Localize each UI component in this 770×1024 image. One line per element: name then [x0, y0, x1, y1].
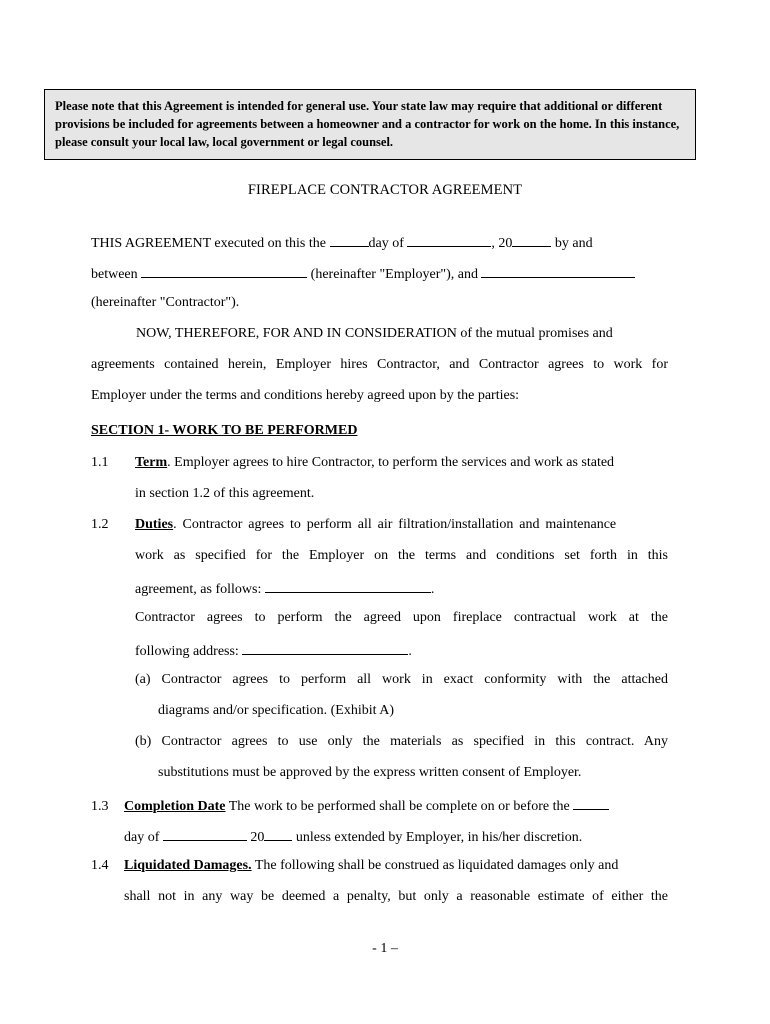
intro-line-2 — [91, 263, 635, 284]
clause-text: following address: — [135, 644, 243, 659]
page-number: - 1 – — [372, 941, 398, 956]
clause-1-2-line-3: agreement, as follows: . — [135, 578, 434, 599]
clause-1-3-line-1 — [91, 795, 609, 816]
clause-term: Duties — [135, 517, 174, 532]
work-address-blank[interactable] — [242, 640, 408, 655]
clause-text: . Contractor agrees to perform all air filtration/installation and maintenance — [173, 517, 617, 532]
notice-text: Please note that this Agreement is intended for general use. Your state law may require that additional or different provisions be included for agreements between a homeowner and a contractor for work on the home. In this instance, please consult your local law, local government or legal counsel. — [55, 99, 680, 149]
notice-box — [44, 89, 696, 160]
document-title: FIREPLACE CONTRACTOR AGREEMENT — [247, 182, 523, 198]
subclause-b-line-1: (b) Contractor agrees to use only the materials as specified in this contract. Any — [135, 734, 668, 749]
clause-number: 1.1 — [91, 455, 109, 470]
intro-text: by and — [551, 236, 593, 251]
clause-text: day of — [124, 830, 163, 845]
now-therefore-line-1: NOW, THEREFORE, FOR AND IN CONSIDERATION of the mutual promises and — [136, 326, 613, 341]
clause-1-4-line-2: shall not in any way be deemed a penalty, but only a reasonable estimate of either the — [124, 889, 668, 904]
clause-1-2-line-2: work as specified for the Employer on the terms and conditions set forth in this — [135, 548, 668, 563]
intro-text: day of — [368, 236, 408, 251]
intro-text: , 20 — [491, 236, 513, 251]
clause-1-2-para-2-line-1: Contractor agrees to perform the agreed upon fireplace contractual work at the — [135, 610, 668, 625]
work-description-blank[interactable] — [265, 578, 431, 593]
section-1-heading: SECTION 1- WORK TO BE PERFORMED — [91, 423, 358, 438]
clause-term: Liquidated Damages. — [124, 858, 252, 873]
clause-1-2-line-1 — [91, 516, 668, 534]
clause-1-4-line-1 — [91, 857, 618, 875]
completion-year-blank[interactable] — [264, 826, 292, 841]
year-blank[interactable] — [512, 232, 551, 247]
intro-line-3: (hereinafter "Contractor"). — [91, 295, 240, 310]
now-therefore-line-2: agreements contained herein, Employer hires Contractor, and Contractor agrees to work for — [91, 357, 668, 372]
clause-number: 1.2 — [91, 517, 109, 532]
clause-text: 20 — [246, 830, 265, 845]
clause-text: The work to be performed shall be complete on or before the — [225, 799, 574, 814]
clause-1-3-line-2 — [124, 826, 582, 847]
clause-text: The following shall be construed as liquidated damages only and — [251, 858, 619, 873]
clause-number: 1.4 — [91, 858, 109, 873]
clause-text: . Employer agrees to hire Contractor, to perform the services and work as stated — [167, 455, 615, 470]
intro-line-1 — [91, 232, 593, 253]
now-therefore-line-3: Employer under the terms and conditions hereby agreed upon by the parties: — [91, 388, 520, 403]
month-blank[interactable] — [407, 232, 491, 247]
clause-text: agreement, as follows: — [135, 582, 265, 597]
completion-day-blank[interactable] — [573, 795, 609, 810]
employer-name-blank[interactable] — [141, 263, 307, 278]
subclause-b-line-2: substitutions must be approved by the express written consent of Employer. — [158, 765, 582, 780]
subclause-a-line-1: (a) Contractor agrees to perform all work in exact conformity with the attached — [135, 672, 668, 687]
clause-text: unless extended by Employer, in his/her discretion. — [292, 830, 583, 845]
completion-month-blank[interactable] — [163, 826, 247, 841]
clause-term: Term — [135, 455, 168, 470]
intro-text: (hereinafter "Employer"), and — [307, 267, 482, 282]
subclause-a-line-2: diagrams and/or specification. (Exhibit A) — [158, 703, 394, 718]
intro-text: between — [91, 267, 142, 282]
clause-1-1-line-1 — [91, 454, 614, 472]
intro-text: THIS AGREEMENT executed on this the — [91, 236, 330, 251]
clause-term: Completion Date — [124, 799, 226, 814]
contractor-name-blank[interactable] — [481, 263, 635, 278]
clause-1-2-para-2-line-2: following address: . — [135, 640, 412, 661]
day-blank[interactable] — [330, 232, 369, 247]
clause-1-1-line-2: in section 1.2 of this agreement. — [135, 486, 315, 501]
clause-number: 1.3 — [91, 799, 109, 814]
